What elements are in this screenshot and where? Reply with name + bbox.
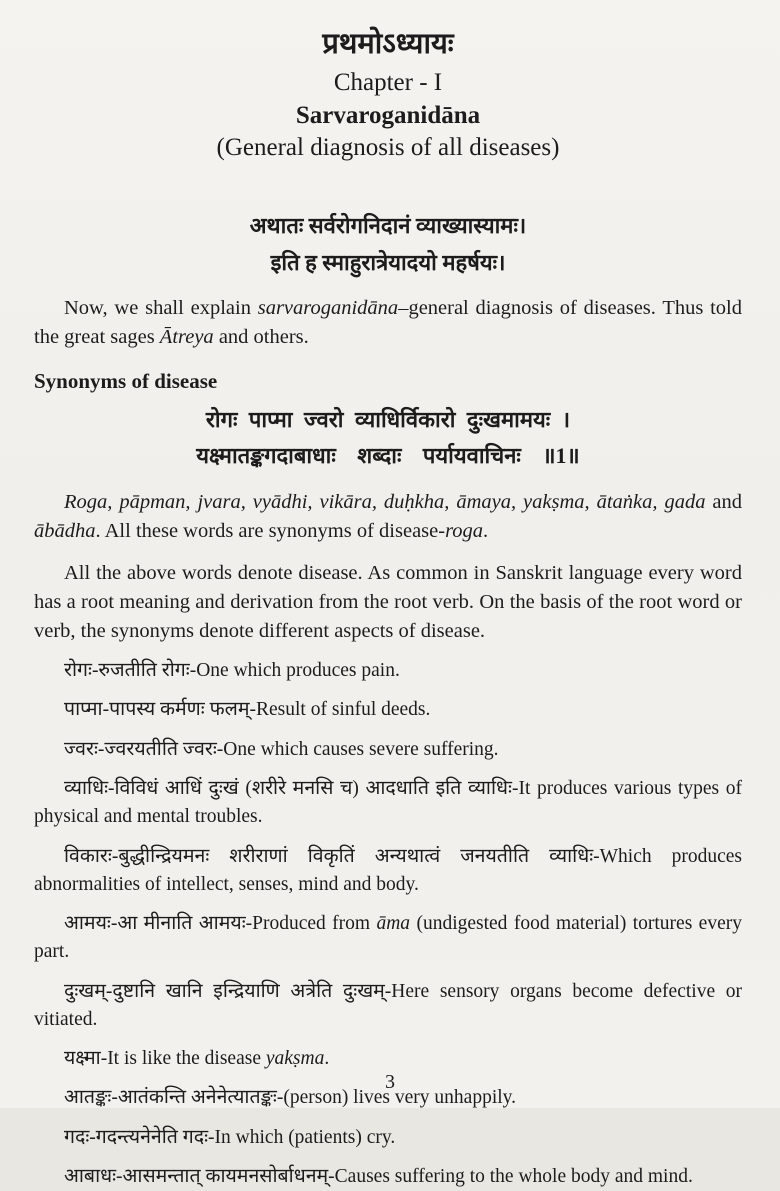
page-number: 3: [385, 1071, 395, 1093]
chapter-name: Sarvaroganidāna: [295, 102, 481, 130]
chapter-label: Chapter - I: [333, 69, 443, 97]
text-segment: Now, we shall explain: [64, 296, 258, 319]
text-segment: All the above words denote disease. As common in Sanskrit language every word has a root meaning and derivation from the root verb. On the basis of the root word or verb, the synonyms denote different aspects of disease.: [34, 561, 742, 643]
text-segment: roga: [445, 519, 484, 542]
definition-vikara: [34, 843, 742, 900]
synonyms-verse: [34, 402, 742, 475]
synonyms-verse-line-2: यक्ष्मातङ्कगदाबाधाः शब्दाः पर्यायवाचिनः ॥1॥: [196, 443, 580, 469]
definition-yaksma: [34, 1045, 742, 1073]
definition-gada: [34, 1124, 742, 1152]
opening-verse: [34, 208, 742, 281]
definition-abadha: [34, 1163, 742, 1191]
definition-roga: [34, 657, 742, 685]
definition-vyadhi: [34, 775, 742, 832]
text-segment: .: [324, 1048, 330, 1070]
text-segment: रोगः-रुजतीति रोगः-One which produces pain.: [64, 660, 400, 682]
text-segment: sarvaroganidāna: [257, 296, 399, 319]
opening-verse-line-1: अथातः सर्वरोगनिदानं व्याख्यास्यामः।: [249, 213, 527, 239]
text-segment: ābādha: [34, 519, 96, 542]
text-segment: āma: [376, 913, 411, 935]
text-segment: गदः-गदन्त्यनेनेति गदः-In which (patients) cry.: [64, 1126, 396, 1148]
synonym-list-paragraph: [34, 488, 742, 546]
text-segment: यक्ष्मा-It is like the disease: [64, 1048, 266, 1070]
opening-verse-line-2: इति ह स्माहुरात्रेयादयो महर्षयः।: [270, 249, 506, 275]
text-segment: Roga, pāpman, jvara, vyādhi, vikāra, duḥkha, āmaya, yakṣma, ātaṅka, gada: [64, 490, 706, 513]
explanation-paragraph: [34, 559, 742, 646]
text-segment: and others.: [213, 325, 309, 348]
section-heading-synonyms: Synonyms of disease: [34, 369, 218, 394]
text-segment: दुःखम्-दुष्टानि खानि इन्द्रियाणि अत्रेति दुःखम्-Here sensory organs become defective or vitiated.: [34, 980, 742, 1030]
text-segment: –general diagnosis of diseases. Thus told the great sages: [34, 296, 742, 348]
text-segment: and: [705, 490, 742, 513]
text-segment: आबाधः-आसमन्तात् कायमनसोर्बाधनम्-Causes suffering to the whole body and mind.: [64, 1165, 693, 1187]
definition-duhkha: [34, 978, 742, 1035]
chapter-title-sanskrit: प्रथमोऽध्यायः: [322, 28, 454, 60]
definition-amaya: [34, 910, 742, 967]
chapter-translation: (General diagnosis of all diseases): [216, 134, 560, 162]
text-segment: ज्वरः-ज्वरयतीति ज्वरः-One which causes severe suffering.: [64, 738, 499, 760]
text-segment: yakṣma: [265, 1048, 325, 1070]
text-segment: . All these words are synonyms of disease-: [95, 519, 446, 542]
intro-paragraph: [34, 294, 742, 352]
text-segment: आमयः-आ मीनाति आमयः-Produced from: [64, 913, 377, 935]
text-segment: आतङ्कः-आतंकन्ति अनेनेत्यातङ्कः-(person) lives very unhappily.: [64, 1087, 517, 1109]
page-header: [34, 26, 742, 162]
text-segment: Ātreya: [159, 325, 214, 348]
text-segment: .: [483, 519, 489, 542]
text-segment: पाप्मा-पापस्य कर्मणः फलम्-Result of sinful deeds.: [64, 699, 431, 721]
text-segment: विकारः-बुद्धीन्द्रियमनः शरीराणां विकृतिं अन्यथात्वं जनयतीति व्याधिः-Which produces abnormalities of intellect, senses, mind and body.: [34, 845, 742, 895]
synonyms-verse-line-1: रोगः पाप्मा ज्वरो व्याधिर्विकारो दुःखमामयः ।: [205, 407, 571, 433]
definition-jvara: [34, 736, 742, 764]
definition-papma: [34, 696, 742, 724]
text-segment: (undigested food material) tortures every part.: [34, 913, 742, 963]
text-segment: व्याधिः-विविधं आधिं दुःखं (शरीरे मनसि च) आदधाति इति व्याधिः-It produces various types of physical and mental troubles.: [34, 778, 742, 828]
